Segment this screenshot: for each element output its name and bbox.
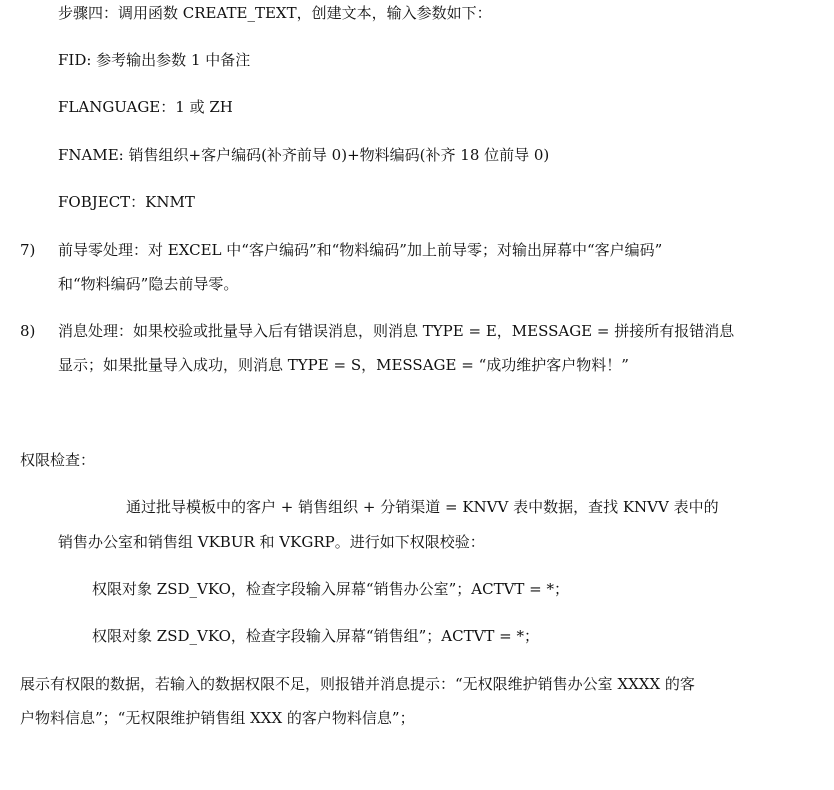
item7-line2: 和“物料编码”隐去前导零。 [58, 275, 239, 293]
auth-para2-line2: 户物料信息”；“无权限维护销售组 XXX 的客户物料信息”； [20, 709, 415, 727]
item8-number: 8) [20, 322, 36, 340]
auth-heading: 权限检查： [20, 451, 96, 469]
auth-object-1: 权限对象 ZSD_VKO，检查字段输入屏幕“销售办公室”；ACTVT = *； [92, 580, 570, 598]
param-flanguage: FLANGUAGE：1 或 ZH [58, 98, 233, 116]
auth-object-2: 权限对象 ZSD_VKO，检查字段输入屏幕“销售组”；ACTVT = *； [92, 627, 540, 645]
item7-line1: 前导零处理：对 EXCEL 中“客户编码”和“物料编码”加上前导零；对输出屏幕中“客户编码” [58, 241, 663, 259]
step4-title: 步骤四：调用函数 CREATE_TEXT，创建文本，输入参数如下： [58, 4, 492, 22]
auth-para1-line2: 销售办公室和销售组 VKBUR 和 VKGRP。进行如下权限校验： [58, 533, 485, 551]
param-fid: FID: 参考输出参数 1 中备注 [58, 51, 251, 69]
param-fname: FNAME: 销售组织+客户编码(补齐前导 0)+物料编码(补齐 18 位前导 0) [58, 146, 550, 164]
item7-number: 7) [20, 241, 36, 259]
item8-line1: 消息处理：如果校验或批量导入后有错误消息，则消息 TYPE = E，MESSAGE = 拼接所有报错消息 [58, 322, 735, 340]
auth-para1-line1: 通过批导模板中的客户 + 销售组织 + 分销渠道 = KNVV 表中数据，查找 KNVV 表中的 [126, 498, 719, 516]
item8-line2: 显示；如果批量导入成功，则消息 TYPE = S，MESSAGE = “成功维护客户物料！” [58, 356, 629, 374]
param-fobject: FOBJECT：KNMT [58, 193, 195, 211]
auth-para2-line1: 展示有权限的数据，若输入的数据权限不足，则报错并消息提示：“无权限维护销售办公室 XXXX 的客 [20, 675, 695, 693]
